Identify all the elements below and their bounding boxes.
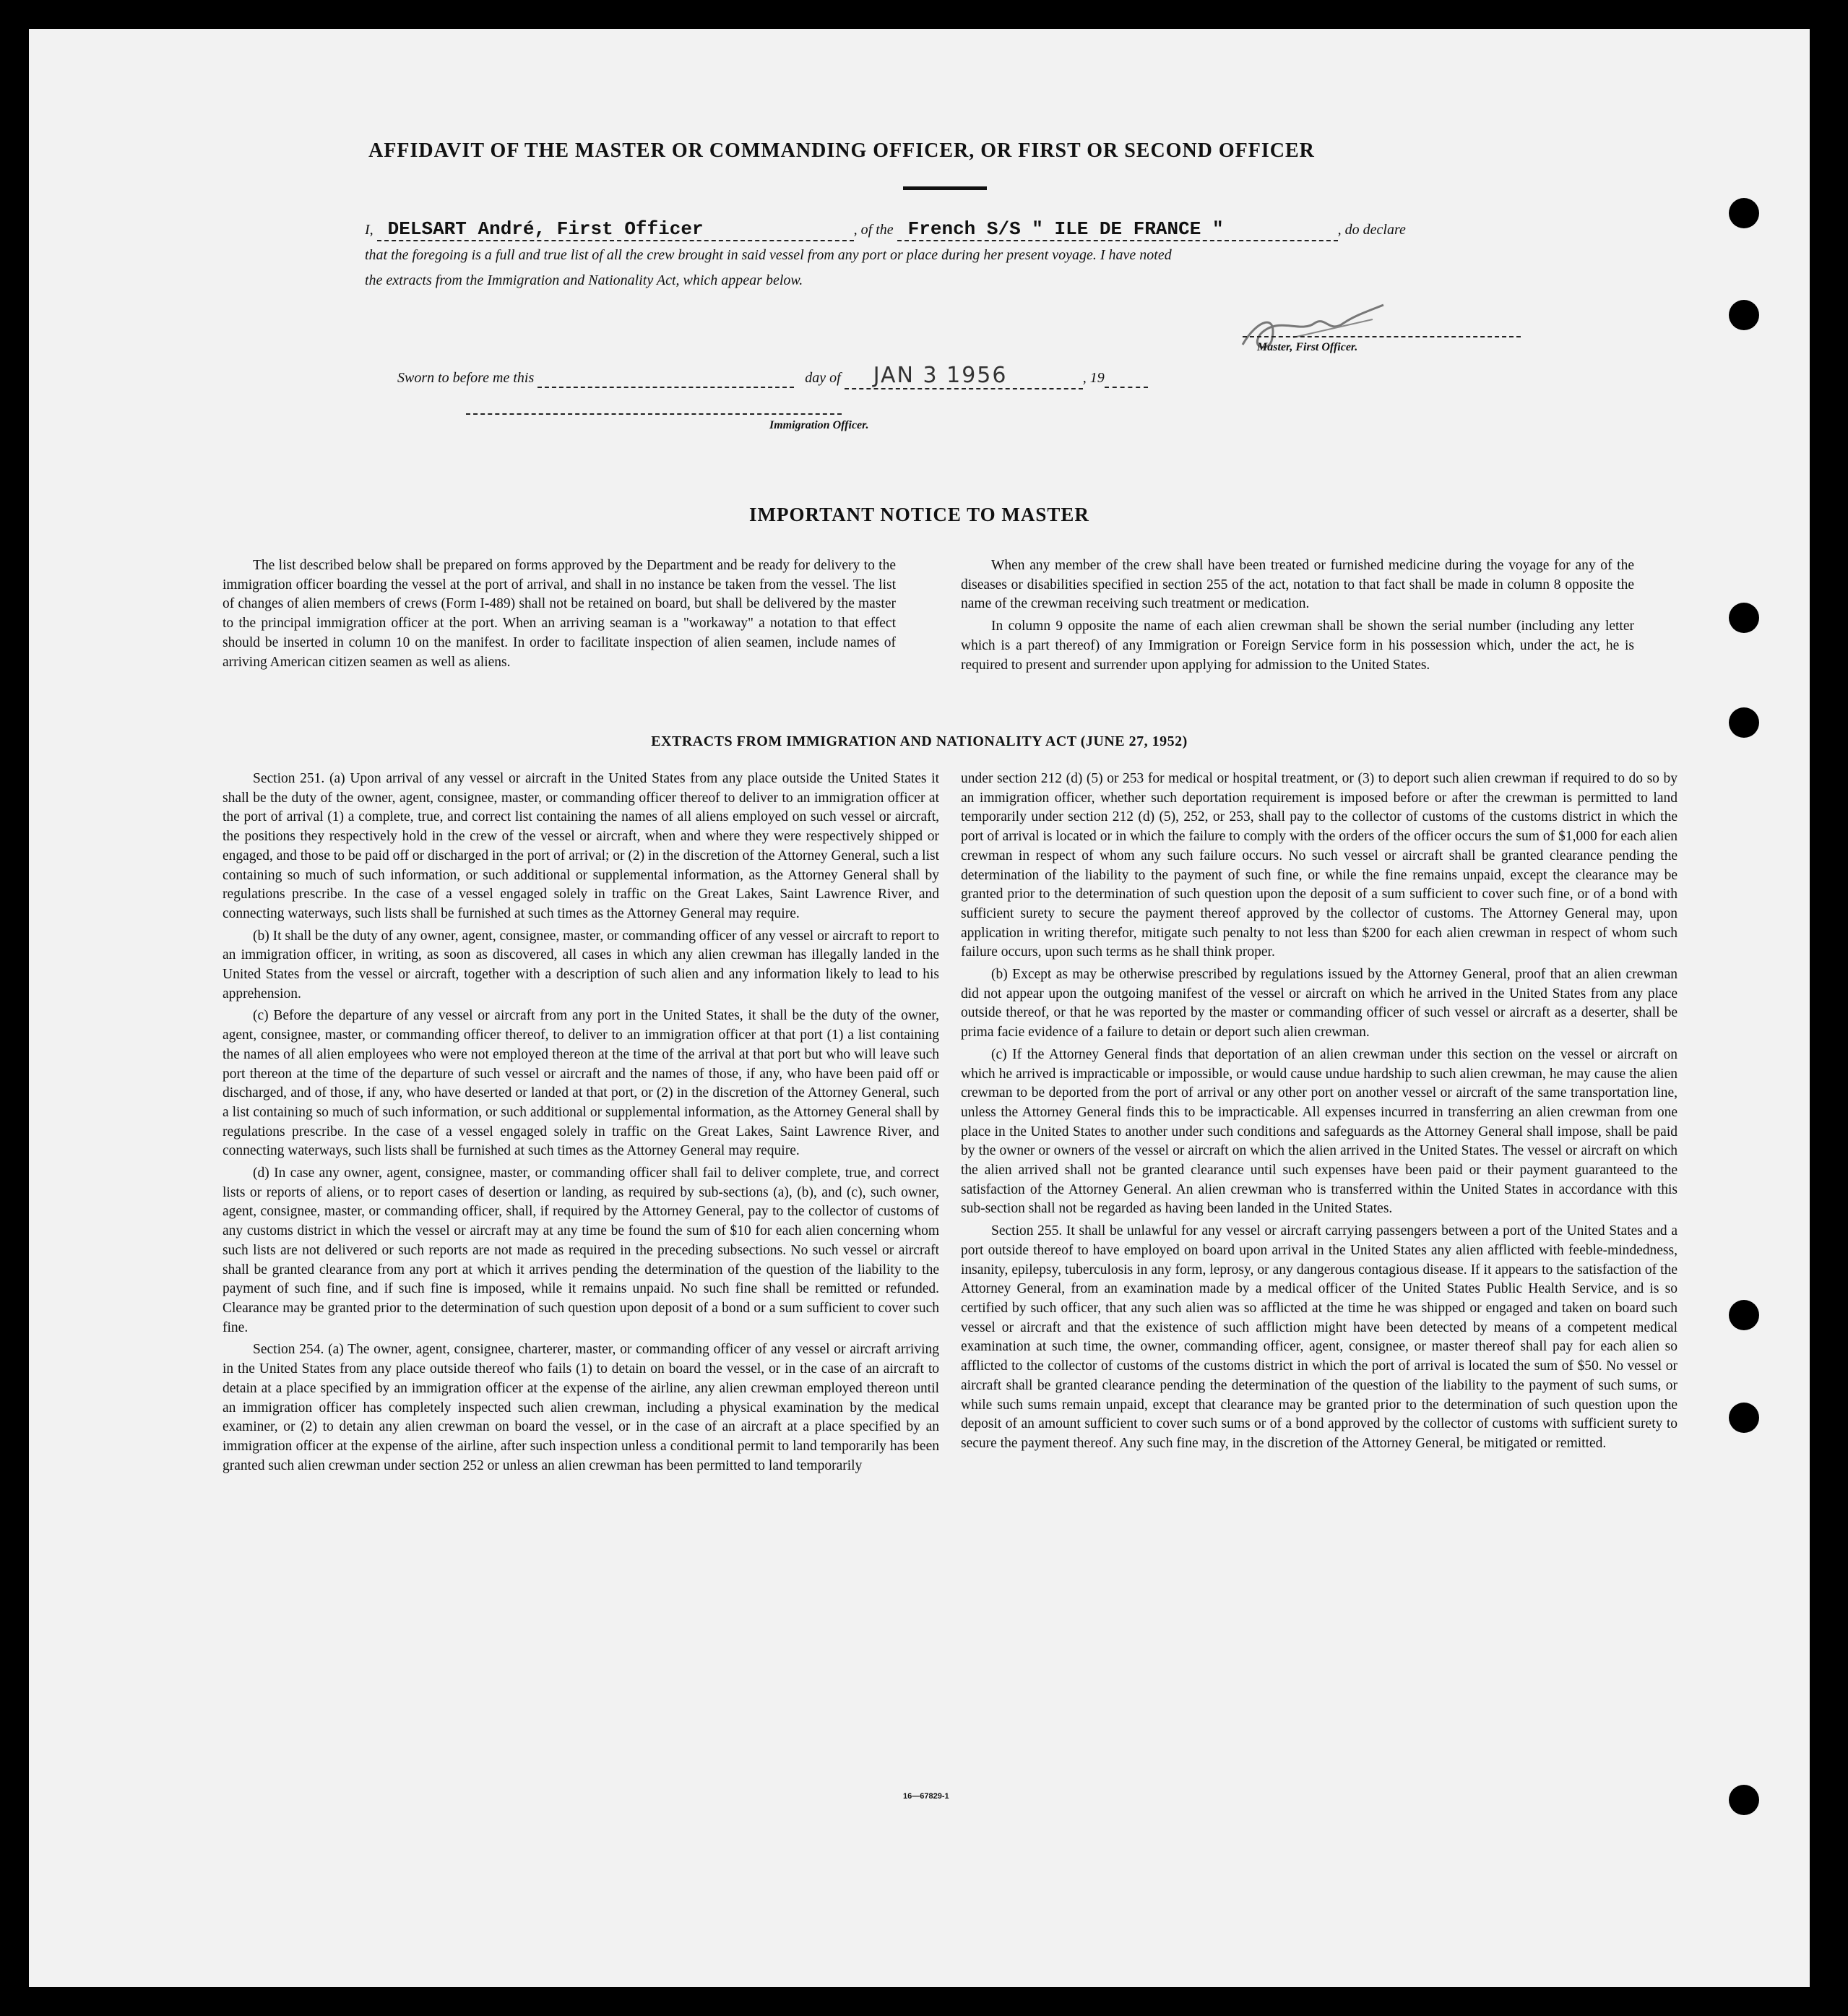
sworn-line	[397, 363, 1337, 389]
extracts-title: EXTRACTS FROM IMMIGRATION AND NATIONALITY ACT (JUNE 27, 1952)	[651, 733, 1188, 749]
day-of-label: day of	[805, 370, 841, 386]
punch-hole	[1729, 603, 1759, 633]
section-254-a: Section 254. (a) The owner, agent, consignee, charterer, master, or commanding officer of any vessel or aircraft arriving in the United States from any place outside thereof who fails (1) to detain on board the vessel, or in the case of an aircraft to detain at a place specified by an immigration officer at the expense of the airline, any alien crewman employed thereon until an immigration officer has completely inspected such alien crewman, including a physical examination by the medical examiner, or (2) to detain any alien crewman on board the vessel, or in the case of an aircraft at a place specified by an immigration officer at the expense of the airline, after such inspection unless a conditional permit to land temporarily has been granted such alien crewman under section 252 or unless an alien crewman has been permitted to land temporarily	[223, 1342, 939, 1473]
section-251-a: Section 251. (a) Upon arrival of any vessel or aircraft in the United States from any place outside the United States it shall be the duty of the owner, agent, consignee, master, or commanding officer thereof to deliver to an immigration officer at the port of arrival (1) a complete, true, and correct list containing the names of all aliens employed on such vessel or aircraft, the positions they respectively hold in the crew of the vessel or aircraft, when and where they were respectively shipped or engaged, and those to be paid off or discharged in the port of arrival; or (2) in the discretion of the Attorney General, such a list containing so much of such information, or such additional or supplemental information, as the Attorney General shall by regulations prescribe. In the case of a vessel engaged solely in traffic on the Great Lakes, Saint Lawrence River, and connecting waterways, such lists shall be furnished at such times as the Attorney General may require.	[223, 771, 939, 921]
date-stamp: JAN 3 1956	[873, 363, 1008, 388]
i-label: I,	[365, 222, 374, 238]
section-251-b: (b) It shall be the duty of any owner, agent, consignee, master, or commanding officer of any vessel or aircraft to report to an immigration officer, in writing, as soon as discovered, all cases in which any alien crewman has illegally landed in the United States from the vessel or aircraft, together with a description of such alien and any information likely to lead to his apprehension.	[223, 928, 940, 1001]
punch-hole	[1729, 300, 1759, 330]
declarant-name: DELSART André, First Officer	[387, 218, 704, 240]
section-254-c: (c) If the Attorney General finds that deportation of an alien crewman under this section on the vessel or aircraft on which he arrived is impracticable or impossible, or would cause undue hardship to such alien crewman, he may cause the alien crewman to be deported from the port of arrival or any other port on another vessel or aircraft of the same transportation line, unless the Attorney General finds this to be impracticable. All expenses incurred in transferring an alien crewman from one place in the United States to another under such conditions and safeguards as the Attorney General shall impose, shall be paid by the owner or owners of the vessel or aircraft on which the alien arrived in the United States. The vessel or aircraft on which the alien arrived shall not be granted clearance until such expenses have been paid or their payment guaranteed to the satisfaction of the Attorney General. An alien crewman who is transferred within the United States in accordance with this sub-section shall not be regarded as having been landed in the United States.	[961, 1046, 1678, 1217]
notice-right-column	[961, 556, 1634, 678]
section-255: Section 255. It shall be unlawful for any vessel or aircraft carrying passengers between a port of the United States and a port outside thereof to have employed on board upon arrival in the United States any alien afflicted with feeble-mindedness, insanity, epilepsy, tuberculosis in any form, leprosy, or any dangerous contagious disease. If it appears to the satisfaction of the Attorney General, from an examination made by a medical officer of the United States Public Health Service, and is so certified by such officer, that any such alien was so afflicted at the time he was shipped or engaged and taken on board such vessel or aircraft and that the existence of such affliction might have been detected by means of a competent medical examination at such time, the owner, commanding officer, agent, consignee, or master thereof shall pay for each alien so afflicted to the collector of customs of the customs district in which the port of arrival is located the sum of $50. No vessel or aircraft shall be granted clearance pending the determination of the question of the liability to the payment of such sums, or while such sums remain unpaid, except that clearance may be granted prior to the determination of such question upon the deposit of an amount sufficient to cover such sums or of a bond approved by the collector of customs with sufficient surety to secure the payment thereof. Any such fine may, in the discretion of the Attorney General, be mitigated or remitted.	[961, 1223, 1678, 1451]
declarant-field	[377, 218, 854, 241]
declaration-line-3: the extracts from the Immigration and Nationality Act, which appear below.	[365, 272, 803, 288]
affidavit-title: AFFIDAVIT OF THE MASTER OR COMMANDING OFFICER, OR FIRST OR SECOND OFFICER	[368, 139, 1315, 162]
signature-caption: Master, First Officer.	[1257, 341, 1358, 353]
form-code: 16—67829-1	[903, 1792, 949, 1801]
punch-hole	[1729, 1300, 1759, 1330]
extracts-left-column	[223, 770, 939, 1478]
of-the-label: , of the	[853, 222, 894, 238]
punch-hole	[1729, 198, 1759, 228]
section-254-a-continued: under section 212 (d) (5) or 253 for medical or hospital treatment, or (3) to deport such alien crewman if required to do so by an immigration officer, whether such deportation requirement is imposed before or after the crewman is permitted to land temporarily under section 212 (d) (5), 252, or 253, shall pay to the collector of customs of the customs district in which the port of arrival is located or in which the failure to comply with the orders of the officer occurs the sum of $1,000 for each alien crewman in respect of whom any such failure occurs. No such vessel or aircraft shall be granted clearance pending the determination of the liability to the payment of such fine, or while the fine remains unpaid, except the clearance may be granted prior to the determination of such question upon the deposit of a sum sufficient to cover such fine, or of a bond with sufficient surety to secure the payment thereof approved by the collector of customs. The Attorney General may, upon application in writing therefor, mitigate such penalty to not less than $200 for each alien crewman in respect of whom such failure occurs, upon such terms as he shall think proper.	[961, 771, 1678, 960]
section-251-c: (c) Before the departure of any vessel or aircraft from any port in the United States, it shall be the duty of the owner, agent, consignee, master, or commanding officer thereof, to deliver to an immigration officer at that port (1) a list containing the names of all alien employees who were not employed thereon at the time of the arrival at that port but who will leave such port thereon at the time of the departure of such vessel or aircraft and the names of those, if any, who have been paid off or discharged, and of those, if any, who have deserted or landed at that port, or (2) in the discretion of the Attorney General, such a list containing so much of such information, or such additional or supplemental information, as the Attorney General shall by regulations prescribe. In the case of a vessel engaged solely in traffic on the Great Lakes, Saint Lawrence River, and connecting waterways, such lists shall be furnished at such times as the Attorney General may require.	[223, 1008, 939, 1159]
sworn-label: Sworn to before me this	[397, 370, 535, 386]
punch-hole	[1729, 1785, 1759, 1815]
sworn-day-field	[537, 370, 794, 388]
notice-right-paragraph-1: When any member of the crew shall have been treated or furnished medicine during the voyage for any of the diseases or disabilities specified in section 255 of the act, notation to that fact shall be made in column 8 opposite the name of the crewman receiving such treatment or medication.	[961, 558, 1634, 612]
extracts-right-column	[961, 770, 1678, 1457]
notice-left-paragraph: The list described below shall be prepared on forms approved by the Department and be ready for delivery to the immigration officer boarding the vessel at the port of arrival, and shall in no instance be taken from the vessel. The list of changes of alien members of crews (Form I-489) shall not be retained on board, but shall be delivered by the master to the principal immigration officer at the port. When an arriving seaman is a "workaway" a notation to that effect should be inserted in column 10 on the manifest. In order to facilitate inspection of alien seamen, include names of arriving American citizen seamen as well as aliens.	[223, 558, 896, 670]
notice-left-column	[223, 556, 896, 675]
immigration-officer-label: Immigration Officer.	[769, 419, 869, 431]
vessel-field	[897, 218, 1338, 241]
notice-title: IMPORTANT NOTICE TO MASTER	[749, 504, 1089, 525]
date-field	[845, 363, 1083, 389]
immigration-officer-line	[466, 413, 842, 415]
declaration-line	[365, 218, 1535, 241]
signature-line	[1243, 336, 1521, 337]
section-254-b: (b) Except as may be otherwise prescribed by regulations issued by the Attorney General, proof that an alien crewman did not appear upon the outgoing manifest of the vessel or aircraft on which he arrived in the United States from any place outside thereof, or that he was reported by the master or commanding officer of such vessel or aircraft as a deserter, shall be prima facie evidence of a failure to detain or deport such alien crewman.	[961, 967, 1678, 1041]
year-field	[1105, 370, 1148, 388]
do-declare-label: , do declare	[1337, 222, 1406, 238]
notice-right-paragraph-2: In column 9 opposite the name of each alien crewman shall be shown the serial number (including any letter which is a part thereof) of any Immigration or Foreign Service form in his possession which, under the act, he is required to present and surrender upon applying for admission to the United States.	[961, 619, 1634, 673]
title-divider	[903, 186, 987, 190]
year-label: , 19	[1082, 370, 1105, 386]
vessel-name: French S/S " ILE DE FRANCE "	[907, 218, 1224, 240]
punch-hole	[1729, 1403, 1759, 1433]
affidavit-page	[29, 29, 1810, 1987]
declaration-line-2: that the foregoing is a full and true list of all the crew brought in said vessel from any port or place during her present voyage. I have noted	[365, 247, 1172, 263]
section-251-d: (d) In case any owner, agent, consignee, master, or commanding officer shall fail to deliver complete, true, and correct lists or reports of aliens, or to report cases of desertion or landing, as required by sub-sections (a), (b), and (c), such owner, agent, consignee, master, or commanding officer, shall, if required by the Attorney General, pay to the collector of customs of any customs district in which the vessel or aircraft may at any time be found the sum of $10 for each alien concerning whom such lists are not delivered or such reports are not made as required in the preceding subsections. No such vessel or aircraft shall be granted clearance from any port at which it arrives pending the determination of the question of the liability to the payment of such fine, and if such fine is imposed, while it remains unpaid. No such fine shall be remitted or refunded. Clearance may be granted prior to the determination of such question upon deposit of a bond or a sum sufficient to cover such fine.	[223, 1166, 939, 1335]
